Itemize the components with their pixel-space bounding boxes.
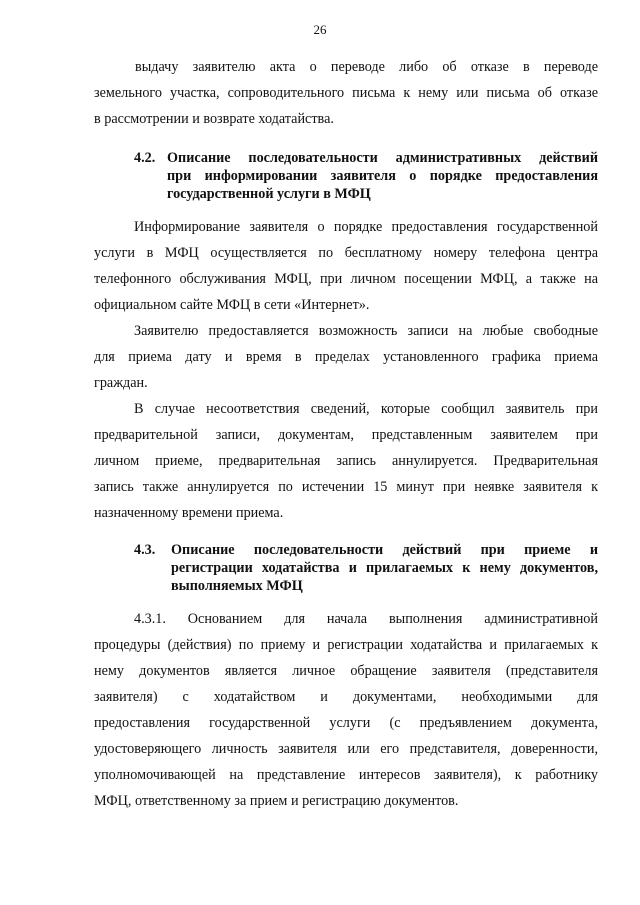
paragraph-line: заявителя) с ходатайством и документами, необходимыми для [94,689,598,705]
paragraph-line: граждан. [94,375,148,391]
section-heading-line: Описание последовательности административных действий [167,150,598,166]
paragraph-line: запись также аннулируется по истечении 15 минут при неявке заявителя к [94,479,598,495]
paragraph-line: телефонного обслуживания МФЦ, при личном посещении МФЦ, а также на [94,271,598,287]
paragraph-line: услуги в МФЦ осуществляется по бесплатному номеру телефона центра [94,245,598,261]
paragraph-line: официальном сайте МФЦ в сети «Интернет». [94,297,370,313]
section-heading-line: Описание последовательности действий при приеме и [171,542,598,558]
paragraph-line: земельного участка, сопроводительного письма к нему или письма об отказе [94,85,598,101]
paragraph-line: Информирование заявителя о порядке предоставления государственной [134,219,598,235]
section-number: 4.3. [134,542,156,558]
section-heading-line: регистрации ходатайства и прилагаемых к нему документов, [171,560,598,576]
paragraph-line: МФЦ, ответственному за прием и регистрацию документов. [94,793,459,809]
paragraph-line: для приема дату и время в пределах установленного графика приема [94,349,598,365]
paragraph-line: удостоверяющего личность заявителя или его представителя, доверенности, [94,741,598,757]
paragraph-line: назначенному времени приема. [94,505,284,521]
paragraph-line: Заявителю предоставляется возможность записи на любые свободные [134,323,598,339]
section-heading-line: при информировании заявителя о порядке предоставления [167,168,598,184]
paragraph-line: предоставления государственной услуги (с предъявлением документа, [94,715,598,731]
paragraph-line: уполномочивающей на представление интересов заявителя), к работнику [94,767,598,783]
paragraph-line: 4.3.1. Основанием для начала выполнения административной [134,611,598,627]
page-number: 26 [313,22,327,37]
paragraph-line: личном приеме, предварительная запись аннулируется. Предварительная [94,453,598,469]
paragraph-line: предварительной записи, документам, представленным заявителем при [94,427,598,443]
section-number: 4.2. [134,150,156,166]
paragraph-line: в рассмотрении и возврате ходатайства. [94,111,334,127]
paragraph-line: В случае несоответствия сведений, которые сообщил заявитель при [134,401,598,417]
paragraph-line: процедуры (действия) по приему и регистрации ходатайства и прилагаемых к [94,637,598,653]
paragraph-line: нему документов является личное обращение заявителя (представителя [94,663,598,679]
section-heading-line: выполняемых МФЦ [171,578,303,594]
section-heading-line: государственной услуги в МФЦ [167,186,371,202]
paragraph-line: выдачу заявителю акта о переводе либо об отказе в переводе [135,59,598,75]
